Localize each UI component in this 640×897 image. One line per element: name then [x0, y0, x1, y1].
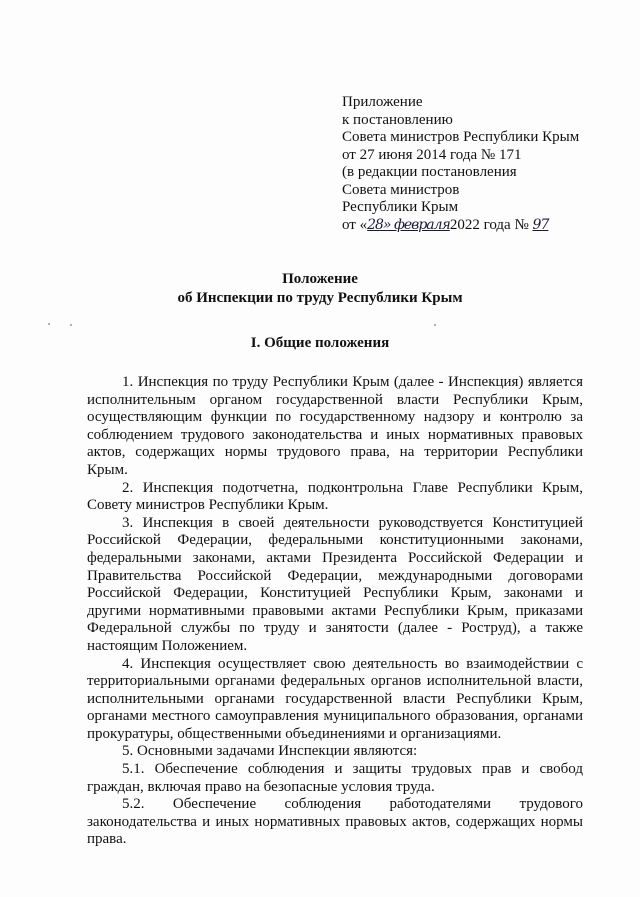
title-line: об Инспекции по труду Республики Крым: [177, 290, 463, 306]
paragraph: 1. Инспекция по труду Республики Крым (далее - Инспекция) является исполнительным органом государственной власти Республики Крым, осуществляющим функции по государственному надзору и контролю за соблюдением трудового законодательства и иных нормативных правовых актов, содержащих нормы трудового права, на территории Республики Крым.: [87, 374, 583, 478]
date-prefix: от «: [342, 216, 368, 233]
title-line: Положение: [282, 271, 358, 287]
appendix-line: Приложение: [342, 94, 423, 110]
appendix-line: от 27 июня 2014 года № 171: [342, 146, 522, 163]
document-title: [0, 270, 640, 308]
scan-speck: [48, 323, 50, 325]
document-body: [87, 374, 583, 849]
appendix-date-line: [342, 217, 632, 235]
appendix-block: [342, 94, 632, 234]
handwritten-date: 28» февраля: [367, 216, 450, 233]
paragraph: 5.2. Обеспечение соблюдения работодателями трудового законодательства и иных нормативных правовых актов, содержащих нормы права.: [87, 796, 583, 848]
handwritten-number: 97: [532, 216, 549, 233]
appendix-line: Республики Крым: [342, 199, 459, 215]
date-year: 2022 года №: [449, 216, 529, 233]
section-title: I. Общие положения: [250, 335, 390, 351]
appendix-line: Совета министров: [342, 181, 460, 198]
scan-speck: [434, 324, 436, 326]
paragraph: 3. Инспекция в своей деятельности руководствуется Конституцией Российской Федерации, федеральными конституционными законами, федеральными законами, актами Президента Российской Федерации и Правительства Российской Федерации, международными договорами Российской Федерации, Конституцией Республики Крым, законами и другими нормативными правовыми актами Республики Крым, приказами Федеральной службы по труду и занятости (далее - Роструд), а также настоящим Положением.: [87, 514, 583, 654]
paragraph: 2. Инспекция подотчетна, подконтрольна Главе Республики Крым, Совету министров Республики Крым.: [87, 479, 583, 514]
appendix-line: Совета министров Республики Крым: [342, 129, 580, 145]
paragraph: 5. Основными задачами Инспекции являются:: [122, 743, 418, 760]
paragraph: 5.1. Обеспечение соблюдения и защиты трудовых прав и свобод граждан, включая право на безопасные условия труда.: [87, 761, 583, 795]
scan-speck: [70, 324, 72, 326]
paragraph: 4. Инспекция осуществляет свою деятельность во взаимодействии с территориальными органами федеральных органов исполнительной власти, исполнительными органами государственной власти Республики Крым, органами местного самоуправления муниципального образования, органами прокуратуры, общественными объединениями и организациями.: [87, 655, 583, 742]
appendix-line: (в редакции постановления: [342, 164, 517, 180]
appendix-line: к постановлению: [342, 111, 453, 128]
